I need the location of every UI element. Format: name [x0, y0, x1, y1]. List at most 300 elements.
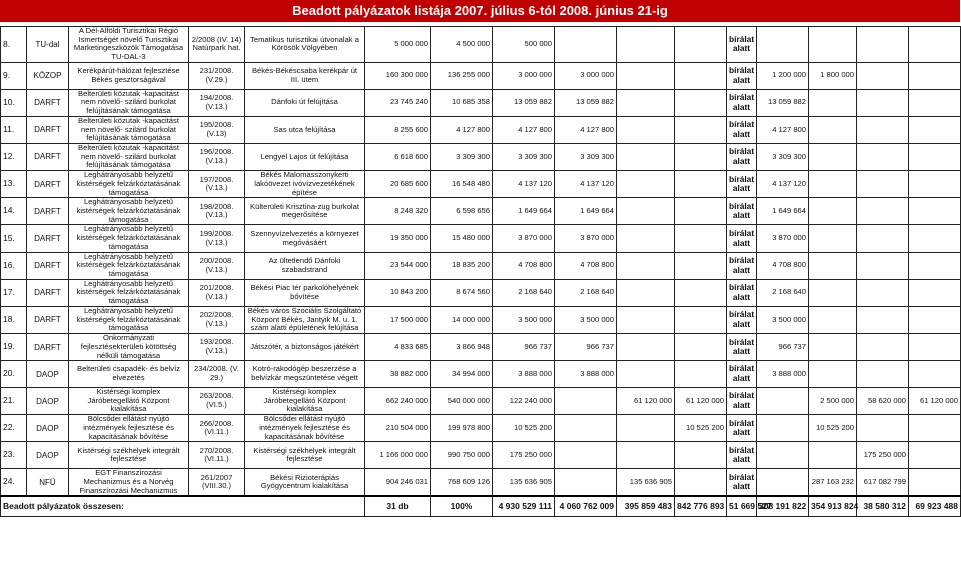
cell-d2	[809, 361, 857, 388]
cell-c5: 135 636 905	[617, 469, 675, 497]
cell-c2: 768 609 126	[431, 469, 493, 497]
cell-status: bírálat alatt	[727, 334, 757, 361]
cell-dept: DARFT	[27, 198, 69, 225]
cell-d3	[857, 334, 909, 361]
cell-dept: DAOP	[27, 415, 69, 442]
cell-c2: 4 127 800	[431, 116, 493, 143]
cell-c1: 160 300 000	[365, 62, 431, 89]
cell-c5	[617, 27, 675, 63]
cell-c1: 5 000 000	[365, 27, 431, 63]
table-row	[1, 388, 961, 415]
cell-d2: 1 800 000	[809, 62, 857, 89]
cell-ref: 231/2008. (V.29.)	[189, 62, 245, 89]
cell-c1: 23 745 240	[365, 89, 431, 116]
cell-no: 14.	[1, 198, 27, 225]
cell-goal: EGT Finanszírozási Mechanizmus és a Norvég Finanszírozási Mechanizmus	[69, 469, 189, 497]
cell-ref: 263/2008. (VI.5.)	[189, 388, 245, 415]
cell-d1: 3 309 300	[757, 143, 809, 170]
cell-d1	[757, 442, 809, 469]
cell-c6	[675, 116, 727, 143]
cell-d3	[857, 62, 909, 89]
cell-c1: 23 544 000	[365, 252, 431, 279]
cell-c4: 3 888 000	[555, 361, 617, 388]
cell-status: bírálat alatt	[727, 306, 757, 333]
cell-d1	[757, 27, 809, 63]
cell-c1: 904 246 031	[365, 469, 431, 497]
cell-d4	[909, 198, 961, 225]
cell-d2	[809, 279, 857, 306]
cell-d1: 3 500 000	[757, 306, 809, 333]
cell-c6: 10 525 200	[675, 415, 727, 442]
cell-dept: DAOP	[27, 388, 69, 415]
cell-d3	[857, 143, 909, 170]
cell-c1: 19 350 000	[365, 225, 431, 252]
cell-c1: 38 882 000	[365, 361, 431, 388]
cell-dept: DARFT	[27, 334, 69, 361]
cell-project: Lengyel Lajos út felújítása	[245, 143, 365, 170]
cell-project: Békés város Szociális Szolgáltató Központ Békés, Jantyik M. u. 1. szám alatti épületének felújítása	[245, 306, 365, 333]
cell-d3: 617 082 799	[857, 469, 909, 497]
cell-status: bírálat alatt	[727, 252, 757, 279]
table-row	[1, 415, 961, 442]
cell-goal: Belterületi közutak -kapacitást nem növelő- szilárd burkolat felújításának támogatása	[69, 116, 189, 143]
cell-d4	[909, 415, 961, 442]
cell-no: 18.	[1, 306, 27, 333]
cell-c4: 3 000 000	[555, 62, 617, 89]
cell-project: Külterületi Krisztina-zug burkolat megerősítése	[245, 198, 365, 225]
cell-ref: 234/2008. (V. 29.)	[189, 361, 245, 388]
summary-v3: 395 859 483	[617, 496, 675, 516]
cell-goal: Kistérségi székhelyek integrált fejlesztése	[69, 442, 189, 469]
cell-d1	[757, 415, 809, 442]
cell-c1: 20 685 600	[365, 171, 431, 198]
cell-no: 11.	[1, 116, 27, 143]
table-row	[1, 361, 961, 388]
cell-project: Békési Rizioterápiás Gyógycentrum kialakítása	[245, 469, 365, 497]
cell-d3: 58 620 000	[857, 388, 909, 415]
table-row	[1, 198, 961, 225]
cell-goal: Belterületi közutak -kapacitást nem növelő- szilárd burkolat felújításának támogatása	[69, 143, 189, 170]
cell-no: 9.	[1, 62, 27, 89]
cell-d4: 61 120 000	[909, 388, 961, 415]
cell-c2: 3 866 948	[431, 334, 493, 361]
table-row	[1, 27, 961, 63]
cell-c5	[617, 279, 675, 306]
cell-goal: Leghátrányosabb helyzetű kistérségek felzárkóztatásának támogatása	[69, 171, 189, 198]
cell-c4: 966 737	[555, 334, 617, 361]
cell-d1: 13 059 882	[757, 89, 809, 116]
cell-c2: 3 309 300	[431, 143, 493, 170]
cell-d4	[909, 469, 961, 497]
cell-c4	[555, 388, 617, 415]
cell-c5	[617, 116, 675, 143]
cell-d1: 4 708 800	[757, 252, 809, 279]
cell-c6	[675, 334, 727, 361]
cell-d3	[857, 225, 909, 252]
cell-project: Az ültetlendő Dánfoki szabadstrand	[245, 252, 365, 279]
cell-dept: DARFT	[27, 143, 69, 170]
cell-c5	[617, 442, 675, 469]
cell-c3: 10 525 200	[493, 415, 555, 442]
cell-project: Békés-Békéscsaba kerékpár út III. ütem	[245, 62, 365, 89]
cell-goal: Kerékpárút-hálózat fejlesztése Békés gesztorságával	[69, 62, 189, 89]
cell-d2	[809, 225, 857, 252]
cell-status: bírálat alatt	[727, 279, 757, 306]
cell-ref: 270/2008. (VI.11.)	[189, 442, 245, 469]
cell-d2	[809, 27, 857, 63]
cell-c4: 3 500 000	[555, 306, 617, 333]
cell-ref: 200/2008. (V.13.)	[189, 252, 245, 279]
cell-no: 17.	[1, 279, 27, 306]
cell-d2	[809, 89, 857, 116]
cell-project: Szennyvízelvezetés a környezet megóvásáért	[245, 225, 365, 252]
cell-c2: 4 500 000	[431, 27, 493, 63]
cell-c2: 10 685 358	[431, 89, 493, 116]
table-row	[1, 306, 961, 333]
summary-row	[1, 496, 961, 516]
cell-c6: 61 120 000	[675, 388, 727, 415]
cell-status: bírálat alatt	[727, 171, 757, 198]
cell-status: bírálat alatt	[727, 442, 757, 469]
cell-c6	[675, 62, 727, 89]
cell-c1: 8 255 600	[365, 116, 431, 143]
cell-ref: 198/2008. (V.13.)	[189, 198, 245, 225]
summary-v2: 4 060 762 009	[555, 496, 617, 516]
cell-ref: 199/2008. (V.13.)	[189, 225, 245, 252]
cell-no: 16.	[1, 252, 27, 279]
cell-dept: DARFT	[27, 171, 69, 198]
cell-ref: 2/2008 (IV. 14) Natúrpark hat.	[189, 27, 245, 63]
cell-dept: DARFT	[27, 279, 69, 306]
cell-dept: DAOP	[27, 442, 69, 469]
cell-no: 22.	[1, 415, 27, 442]
cell-c1: 210 504 000	[365, 415, 431, 442]
cell-no: 23.	[1, 442, 27, 469]
cell-c2: 15 480 000	[431, 225, 493, 252]
cell-d4	[909, 306, 961, 333]
cell-ref: 193/2008. (V.13.)	[189, 334, 245, 361]
cell-c6	[675, 306, 727, 333]
cell-c4: 4 137 120	[555, 171, 617, 198]
cell-c5	[617, 252, 675, 279]
cell-ref: 261/2007 (VIII.30.)	[189, 469, 245, 497]
cell-c1: 17 500 000	[365, 306, 431, 333]
table-row	[1, 442, 961, 469]
cell-d1: 3 888 000	[757, 361, 809, 388]
table-row	[1, 225, 961, 252]
cell-c2: 16 548 480	[431, 171, 493, 198]
summary-count: 31 db	[365, 496, 431, 516]
table-row	[1, 252, 961, 279]
summary-pct: 100%	[431, 496, 493, 516]
cell-d1	[757, 388, 809, 415]
cell-c2: 8 674 560	[431, 279, 493, 306]
cell-project: Bölcsődei ellátást nyújtó intézmények fejlesztése és kapacitásának bővítése	[245, 415, 365, 442]
cell-d4	[909, 225, 961, 252]
cell-d4	[909, 361, 961, 388]
cell-d2	[809, 442, 857, 469]
cell-c5	[617, 306, 675, 333]
summary-v1: 4 930 529 111	[493, 496, 555, 516]
cell-c6	[675, 143, 727, 170]
cell-c1: 1 166 000 000	[365, 442, 431, 469]
cell-status: bírálat alatt	[727, 415, 757, 442]
cell-d4	[909, 62, 961, 89]
cell-c1: 8 248 320	[365, 198, 431, 225]
cell-project: Sas utca felújítása	[245, 116, 365, 143]
cell-goal: Leghátrányosabb helyzetű kistérségek felzárkóztatásának támogatása	[69, 198, 189, 225]
cell-ref: 201/2008. (V.13.)	[189, 279, 245, 306]
summary-v4: 842 776 893	[675, 496, 727, 516]
cell-goal: Belterületi csapadék- és belvíz elvezetés	[69, 361, 189, 388]
cell-c2: 990 750 000	[431, 442, 493, 469]
cell-c5	[617, 198, 675, 225]
cell-c6	[675, 198, 727, 225]
cell-ref: 266/2008. (VI.11.)	[189, 415, 245, 442]
cell-d3	[857, 198, 909, 225]
cell-c5	[617, 171, 675, 198]
cell-no: 10.	[1, 89, 27, 116]
cell-project: Békés Malomasszonykerti lakóövezet ivóvízvezetékének építése	[245, 171, 365, 198]
cell-c3: 135 636 905	[493, 469, 555, 497]
cell-c3: 4 137 120	[493, 171, 555, 198]
cell-c3: 3 888 000	[493, 361, 555, 388]
cell-c6	[675, 279, 727, 306]
cell-goal: Önkormányzati fejlesztésekterületi kötöttség nélküli támogatása	[69, 334, 189, 361]
cell-d2	[809, 143, 857, 170]
table-row	[1, 334, 961, 361]
table-row	[1, 171, 961, 198]
cell-dept: DARFT	[27, 306, 69, 333]
cell-project: Dánfoki út felújítása	[245, 89, 365, 116]
cell-goal: Belterületi közutak -kapacitást nem növelő- szilárd burkolat felújításának támogatása	[69, 89, 189, 116]
cell-c4: 1 649 664	[555, 198, 617, 225]
cell-d3	[857, 171, 909, 198]
cell-d1: 2 168 640	[757, 279, 809, 306]
cell-c3: 3 000 000	[493, 62, 555, 89]
cell-no: 8.	[1, 27, 27, 63]
cell-ref: 202/2008. (V.13.)	[189, 306, 245, 333]
table-row	[1, 89, 961, 116]
cell-dept: KÖZOP	[27, 62, 69, 89]
cell-d3	[857, 279, 909, 306]
cell-d4	[909, 89, 961, 116]
cell-status: bírálat alatt	[727, 469, 757, 497]
cell-c5	[617, 415, 675, 442]
cell-c5	[617, 334, 675, 361]
cell-dept: DARFT	[27, 116, 69, 143]
projects-table-wrap	[0, 26, 960, 517]
cell-d3	[857, 361, 909, 388]
cell-d3	[857, 116, 909, 143]
cell-status: bírálat alatt	[727, 198, 757, 225]
table-row	[1, 62, 961, 89]
cell-d2	[809, 116, 857, 143]
cell-c1: 10 843 200	[365, 279, 431, 306]
cell-d3: 175 250 000	[857, 442, 909, 469]
cell-d1: 1 649 664	[757, 198, 809, 225]
cell-d2	[809, 171, 857, 198]
cell-c2: 6 598 656	[431, 198, 493, 225]
cell-status: bírálat alatt	[727, 27, 757, 63]
cell-d2: 10 525 200	[809, 415, 857, 442]
cell-project: Kotró-rakodógép beszerzése a belvízkár megszüntetése végett	[245, 361, 365, 388]
cell-c6	[675, 361, 727, 388]
cell-d1: 4 137 120	[757, 171, 809, 198]
cell-ref: 195/2008. (V.13)	[189, 116, 245, 143]
cell-project: Kistérségi komplex Járóbetegellátó Központ kialakítása	[245, 388, 365, 415]
summary-v6: 308 191 822	[757, 496, 809, 516]
cell-d4	[909, 171, 961, 198]
cell-status: bírálat alatt	[727, 388, 757, 415]
cell-c4	[555, 415, 617, 442]
cell-dept: DAOP	[27, 361, 69, 388]
cell-c5: 61 120 000	[617, 388, 675, 415]
cell-status: bírálat alatt	[727, 116, 757, 143]
cell-d2	[809, 252, 857, 279]
cell-goal: Leghátrányosabb helyzetű kistérségek felzárkóztatásának támogatása	[69, 306, 189, 333]
summary-v9: 69 923 488	[909, 496, 961, 516]
cell-c5	[617, 225, 675, 252]
cell-c6	[675, 89, 727, 116]
cell-dept: DARFT	[27, 252, 69, 279]
cell-ref: 194/2008. (V.13.)	[189, 89, 245, 116]
cell-goal: Leghátrányosabb helyzetű kistérségek felzárkóztatásának támogatása	[69, 225, 189, 252]
cell-project: Békési Piac tér parkolóhelyének bővítése	[245, 279, 365, 306]
cell-c4: 3 870 000	[555, 225, 617, 252]
cell-project: Játszótér, a biztonságos játékért	[245, 334, 365, 361]
cell-no: 24.	[1, 469, 27, 497]
cell-c4: 13 059 882	[555, 89, 617, 116]
cell-d1	[757, 469, 809, 497]
cell-c5	[617, 361, 675, 388]
cell-c3: 4 127 800	[493, 116, 555, 143]
cell-c3: 500 000	[493, 27, 555, 63]
cell-c6	[675, 469, 727, 497]
cell-c5	[617, 143, 675, 170]
cell-c2: 199 978 800	[431, 415, 493, 442]
cell-c4: 2 168 640	[555, 279, 617, 306]
cell-c2: 14 000 000	[431, 306, 493, 333]
cell-c6	[675, 27, 727, 63]
cell-status: bírálat alatt	[727, 143, 757, 170]
cell-no: 21.	[1, 388, 27, 415]
cell-c3: 3 870 000	[493, 225, 555, 252]
cell-c5	[617, 89, 675, 116]
cell-d3	[857, 89, 909, 116]
cell-no: 20.	[1, 361, 27, 388]
table-row	[1, 116, 961, 143]
cell-d4	[909, 116, 961, 143]
summary-v7: 354 913 824	[809, 496, 857, 516]
cell-d3	[857, 306, 909, 333]
cell-c5	[617, 62, 675, 89]
cell-c6	[675, 252, 727, 279]
summary-label: Beadott pályázatok összesen:	[1, 496, 365, 516]
cell-c6	[675, 225, 727, 252]
cell-c3: 966 737	[493, 334, 555, 361]
cell-d4	[909, 442, 961, 469]
cell-c3: 4 708 800	[493, 252, 555, 279]
cell-dept: TU-dal	[27, 27, 69, 63]
projects-table	[0, 26, 961, 517]
cell-project: Tematikus turisztikai útvonalak a Körösök Völgyében	[245, 27, 365, 63]
cell-d3	[857, 27, 909, 63]
cell-d4	[909, 334, 961, 361]
table-row	[1, 469, 961, 497]
cell-no: 15.	[1, 225, 27, 252]
cell-c3: 175 250 000	[493, 442, 555, 469]
cell-goal: A Dél-Alföldi Turisztikai Régió Ismertségét növelő Turisztikai Marketingeszközök Támogatása TU-DAL-3	[69, 27, 189, 63]
cell-c6	[675, 171, 727, 198]
cell-c2: 18 835 200	[431, 252, 493, 279]
cell-c3: 13 059 882	[493, 89, 555, 116]
cell-dept: DARFT	[27, 225, 69, 252]
cell-status: bírálat alatt	[727, 62, 757, 89]
cell-c3: 122 240 000	[493, 388, 555, 415]
cell-d4	[909, 252, 961, 279]
cell-c3: 2 168 640	[493, 279, 555, 306]
cell-d1: 4 127 800	[757, 116, 809, 143]
cell-c4	[555, 442, 617, 469]
cell-status: bírálat alatt	[727, 89, 757, 116]
table-body	[1, 27, 961, 517]
cell-c1: 4 833 685	[365, 334, 431, 361]
cell-no: 12.	[1, 143, 27, 170]
cell-c3: 3 309 300	[493, 143, 555, 170]
cell-goal: Kistérségi komplex Járóbetegellátó Központ kialakítása	[69, 388, 189, 415]
page-title: Beadott pályázatok listája 2007. július 6-tól 2008. június 21-ig	[0, 0, 960, 22]
cell-project: Kistérségi székhelyek integrált fejlesztése	[245, 442, 365, 469]
cell-no: 19.	[1, 334, 27, 361]
cell-d2: 287 163 232	[809, 469, 857, 497]
cell-dept: DARFT	[27, 89, 69, 116]
table-row	[1, 143, 961, 170]
cell-d2	[809, 334, 857, 361]
cell-c4: 3 309 300	[555, 143, 617, 170]
cell-d2	[809, 306, 857, 333]
cell-d4	[909, 27, 961, 63]
cell-d2	[809, 198, 857, 225]
cell-c2: 136 255 000	[431, 62, 493, 89]
cell-c3: 1 649 664	[493, 198, 555, 225]
table-row	[1, 279, 961, 306]
cell-c3: 3 500 000	[493, 306, 555, 333]
summary-v5: 51 669 527	[727, 496, 757, 516]
cell-d1: 966 737	[757, 334, 809, 361]
cell-goal: Leghátrányosabb helyzetű kistérségek felzárkóztatásának támogatása	[69, 252, 189, 279]
cell-d4	[909, 143, 961, 170]
cell-goal: Leghátrányosabb helyzetű kistérségek felzárkóztatásának támogatása	[69, 279, 189, 306]
cell-c4	[555, 469, 617, 497]
cell-d3	[857, 252, 909, 279]
cell-goal: Bölcsődei ellátást nyújtó intézmények fejlesztése és kapacitásának bővítése	[69, 415, 189, 442]
cell-c2: 540 000 000	[431, 388, 493, 415]
cell-c1: 6 618 600	[365, 143, 431, 170]
cell-d3	[857, 415, 909, 442]
cell-c4	[555, 27, 617, 63]
cell-ref: 196/2008. (V.13.)	[189, 143, 245, 170]
cell-c4: 4 708 800	[555, 252, 617, 279]
cell-no: 13.	[1, 171, 27, 198]
cell-ref: 197/2008. (V.13.)	[189, 171, 245, 198]
cell-dept: NFÜ	[27, 469, 69, 497]
cell-c2: 34 994 000	[431, 361, 493, 388]
cell-c6	[675, 442, 727, 469]
cell-d2: 2 500 000	[809, 388, 857, 415]
cell-d1: 1 200 000	[757, 62, 809, 89]
cell-d1: 3 870 000	[757, 225, 809, 252]
